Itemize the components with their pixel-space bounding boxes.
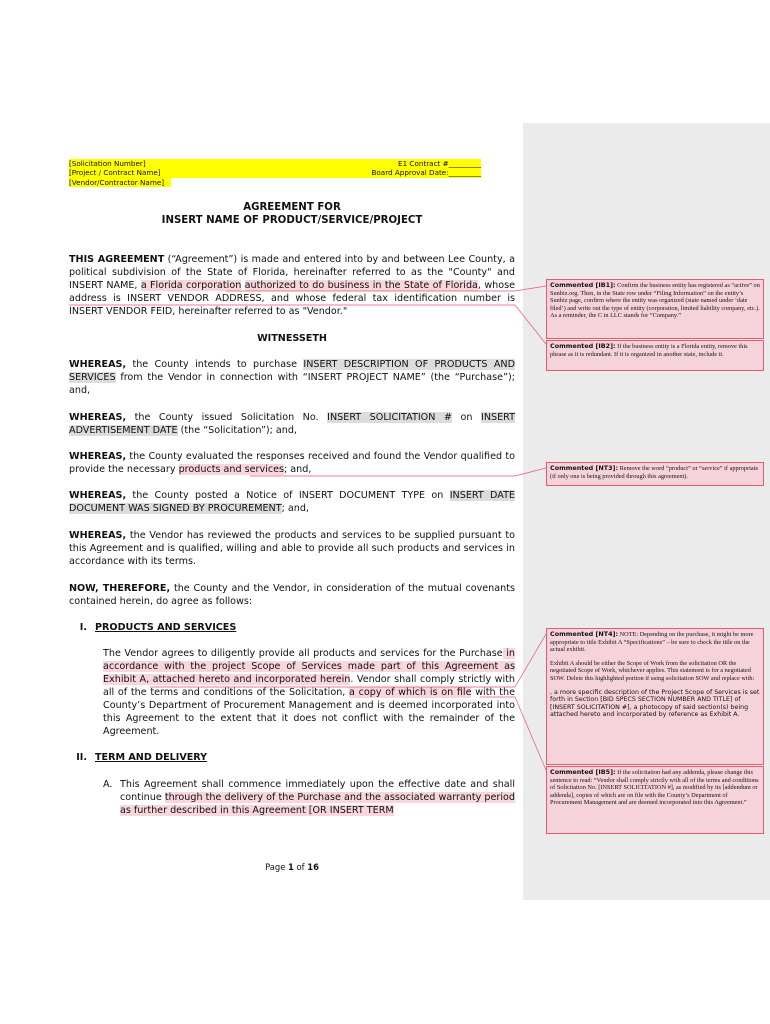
whereas-1-lead: WHEREAS, <box>69 359 127 370</box>
now-text-1: the County and the Vendor, in consideration of the mutual covenants contained herein, do agree as follows: <box>69 583 515 607</box>
comment-nt4-text: NOTE: Depending on the purchase, it might be more appropriate to title Exhibit A “Specifications” – be sure to check the title on the actual exhibit. <box>550 631 754 654</box>
section-2-number: II. <box>76 752 87 763</box>
header-contract[interactable]: E1 Contract #_________ <box>398 159 481 168</box>
comment-ib1[interactable] <box>546 279 764 339</box>
header-vendor[interactable]: [Vendor/Contractor Name] <box>69 178 171 187</box>
section-2-a-highlight-term[interactable]: through the delivery of the Purchase and the associated warranty period as further described in this Agreement [OR INSERT TERM <box>120 792 515 816</box>
whereas-2-text-1: the County issued Solicitation No. <box>126 412 328 423</box>
section-1-highlight-copy[interactable]: a copy of which is on file <box>349 687 472 698</box>
footer-prefix: Page <box>265 862 289 872</box>
whereas-paragraph-5[interactable] <box>69 529 515 568</box>
whereas-paragraph-1[interactable] <box>69 358 515 397</box>
now-lead: NOW, THEREFORE, <box>69 583 171 594</box>
comment-ib5-header: Commented [IB5]: <box>550 768 616 776</box>
footer-mid: of <box>293 862 308 872</box>
section-2-a-marker: A. <box>103 779 113 790</box>
whereas-1-field-description[interactable]: INSERT DESCRIPTION OF PRODUCTS AND SERVICES <box>69 359 515 383</box>
whereas-3-highlight-products[interactable]: products and services <box>178 464 285 475</box>
whereas-4-field-date[interactable]: INSERT DATE DOCUMENT WAS SIGNED BY PROCUREMENT <box>69 490 515 514</box>
section-1-label: PRODUCTS AND SERVICES <box>95 622 237 633</box>
comment-ib5-text: If the solicitation had any addenda, please change this sentence to read: “Vendor shall comply strictly with all of the terms and conditions of Solicitation No. [INSERT SOLICITATION #], as modified by its [addendum or addenda], copies of which are on file with the County’s Department of Procurement Management and are deemed incorporated into this Agreement.” <box>550 769 759 807</box>
intro-text-1: (“Agreement”) is made and entered into by and between Lee County, a political subdivision of the State of Florida, hereinafter referred to as the "County" and INSERT NAME, <box>69 254 515 291</box>
now-therefore-paragraph[interactable] <box>69 582 515 608</box>
comment-ib5[interactable] <box>546 766 764 834</box>
comment-nt4[interactable] <box>546 628 764 765</box>
comment-nt3[interactable] <box>546 462 764 486</box>
whereas-3-lead: WHEREAS, <box>69 451 127 462</box>
comment-ib2[interactable] <box>546 340 764 371</box>
whereas-paragraph-3[interactable] <box>69 450 515 476</box>
footer-total-pages: 16 <box>307 862 319 872</box>
whereas-3-text-2: ; and, <box>284 464 312 475</box>
comment-nt3-header: Commented [NT3]: <box>550 464 619 472</box>
comment-nt3-text: Remove the word “product” or “service” if appropriate (if only one is being provided through this agreement). <box>550 465 759 480</box>
whereas-3-text-1: the County evaluated the responses received and found the Vendor qualified to provide the necessary <box>69 451 515 475</box>
comment-nt4-paragraph-3: , a more specific description of the Project Scope of Services is set forth in Section [BID SPECS SECTION NUMBER AND TITLE] of [INSERT SOLICITATION #], a photocopy of said section(s) being attached hereto and incorporated by reference as Exhibit A. <box>550 688 760 719</box>
header-right <box>330 159 481 178</box>
comment-ib1-header: Commented [IB1]: <box>550 281 616 289</box>
whereas-5-lead: WHEREAS, <box>69 530 127 541</box>
comment-nt4-paragraph-2: Exhibit A should be either the Scope of Work from the solicitation OR the negotiated Scope of Work, whichever applies. This statement is for a negotiated SOW. Delete this highlighted portion if using solicitation SOW and replace with: <box>550 659 755 682</box>
whereas-1-text-2: from the Vendor in connection with “INSERT PROJECT NAME” (the “Purchase”); and, <box>69 372 515 396</box>
footer-page-number: 1 <box>288 862 294 872</box>
comment-ib1-text: Confirm the business entity has registered as “active” on Sunbiz.org. Then, in the State row under “Filing Information” on the entity’s Sunbiz page, confirm where the entity was organized (state named under ‘date filed’) and write out the type of entity (corporation, limited liability company, etc.). As a reminder, the C in LLC stands for “Company.” <box>550 282 760 320</box>
whereas-4-lead: WHEREAS, <box>69 490 127 501</box>
witnesseth-heading: WITNESSETH <box>257 333 327 344</box>
section-1-number: I. <box>79 622 87 633</box>
section-1-text-3: with the County’s Department of Procurement Management and is deemed incorporated into this Agreement to the extent that it does not conflict with the remainder of the Agreement. <box>103 687 515 737</box>
whereas-2-field-date[interactable]: INSERT ADVERTISEMENT DATE <box>69 412 515 436</box>
section-1-highlight-scope[interactable]: in accordance with the project Scope of Services made part of this Agreement as Exhibit A, attached hereto and incorporated herein <box>103 648 516 685</box>
whereas-5-text-1: the Vendor has reviewed the products and services to be supplied pursuant to this Agreement and is qualified, willing and able to provide all such products and services in accordance with its terms. <box>69 530 515 567</box>
whereas-2-lead: WHEREAS, <box>69 412 127 423</box>
document-title-line2: INSERT NAME OF PRODUCT/SERVICE/PROJECT <box>161 215 423 226</box>
intro-highlight-florida-corp[interactable]: a Florida corporation <box>140 280 242 291</box>
section-1-heading <box>57 622 236 633</box>
section-1-text-2: . Vendor shall comply strictly with all of the terms and conditions of the Solicitation, <box>103 674 515 698</box>
header-project[interactable]: [Project / Contract Name] <box>69 168 481 177</box>
section-1-body[interactable] <box>103 647 515 738</box>
header-solicitation[interactable]: [Solicitation Number] <box>69 159 481 168</box>
whereas-2-field-solicitation[interactable]: INSERT SOLICITATION # <box>327 412 452 423</box>
whereas-4-text-2: ; and, <box>281 503 309 514</box>
comment-ib2-header: Commented [IB2]: <box>550 342 616 350</box>
section-2-item-a[interactable] <box>103 778 515 817</box>
document-title-line1: AGREEMENT FOR <box>243 202 341 213</box>
section-1-text-1: The Vendor agrees to diligently provide all products and services for the Purchase <box>103 648 503 659</box>
section-2-a-text-1: This Agreement shall commence immediately upon the effective date and shall continue <box>120 779 515 803</box>
section-2-heading <box>57 752 207 763</box>
intro-highlight-authorized[interactable]: authorized to do business in the State of Florida <box>244 280 478 291</box>
whereas-4-text-1: the County posted a Notice of INSERT DOCUMENT TYPE on <box>126 490 450 501</box>
whereas-2-text-2: on <box>451 412 481 423</box>
page-footer <box>69 862 515 872</box>
intro-paragraph[interactable] <box>69 253 515 318</box>
comment-ib2-text: If the business entity is a Florida entity, remove this phrase as it is redundant. If it is organized in another state, include it. <box>550 343 748 358</box>
section-2-label: TERM AND DELIVERY <box>95 752 208 763</box>
header-board-date[interactable]: Board Approval Date:_________ <box>371 168 481 178</box>
whereas-2-text-3: (the “Solicitation”); and, <box>177 425 297 436</box>
whereas-paragraph-4[interactable] <box>69 489 515 515</box>
intro-lead: THIS AGREEMENT <box>69 254 165 265</box>
whereas-1-text-1: the County intends to purchase <box>126 359 304 370</box>
whereas-paragraph-2[interactable] <box>69 411 515 437</box>
intro-text-3: , whose address is INSERT VENDOR ADDRESS, and whose federal tax identification number is INSERT VENDOR FEID, hereinafter referred to as "Vendor." <box>69 280 516 317</box>
comment-nt4-header: Commented [NT4]: <box>550 630 619 638</box>
